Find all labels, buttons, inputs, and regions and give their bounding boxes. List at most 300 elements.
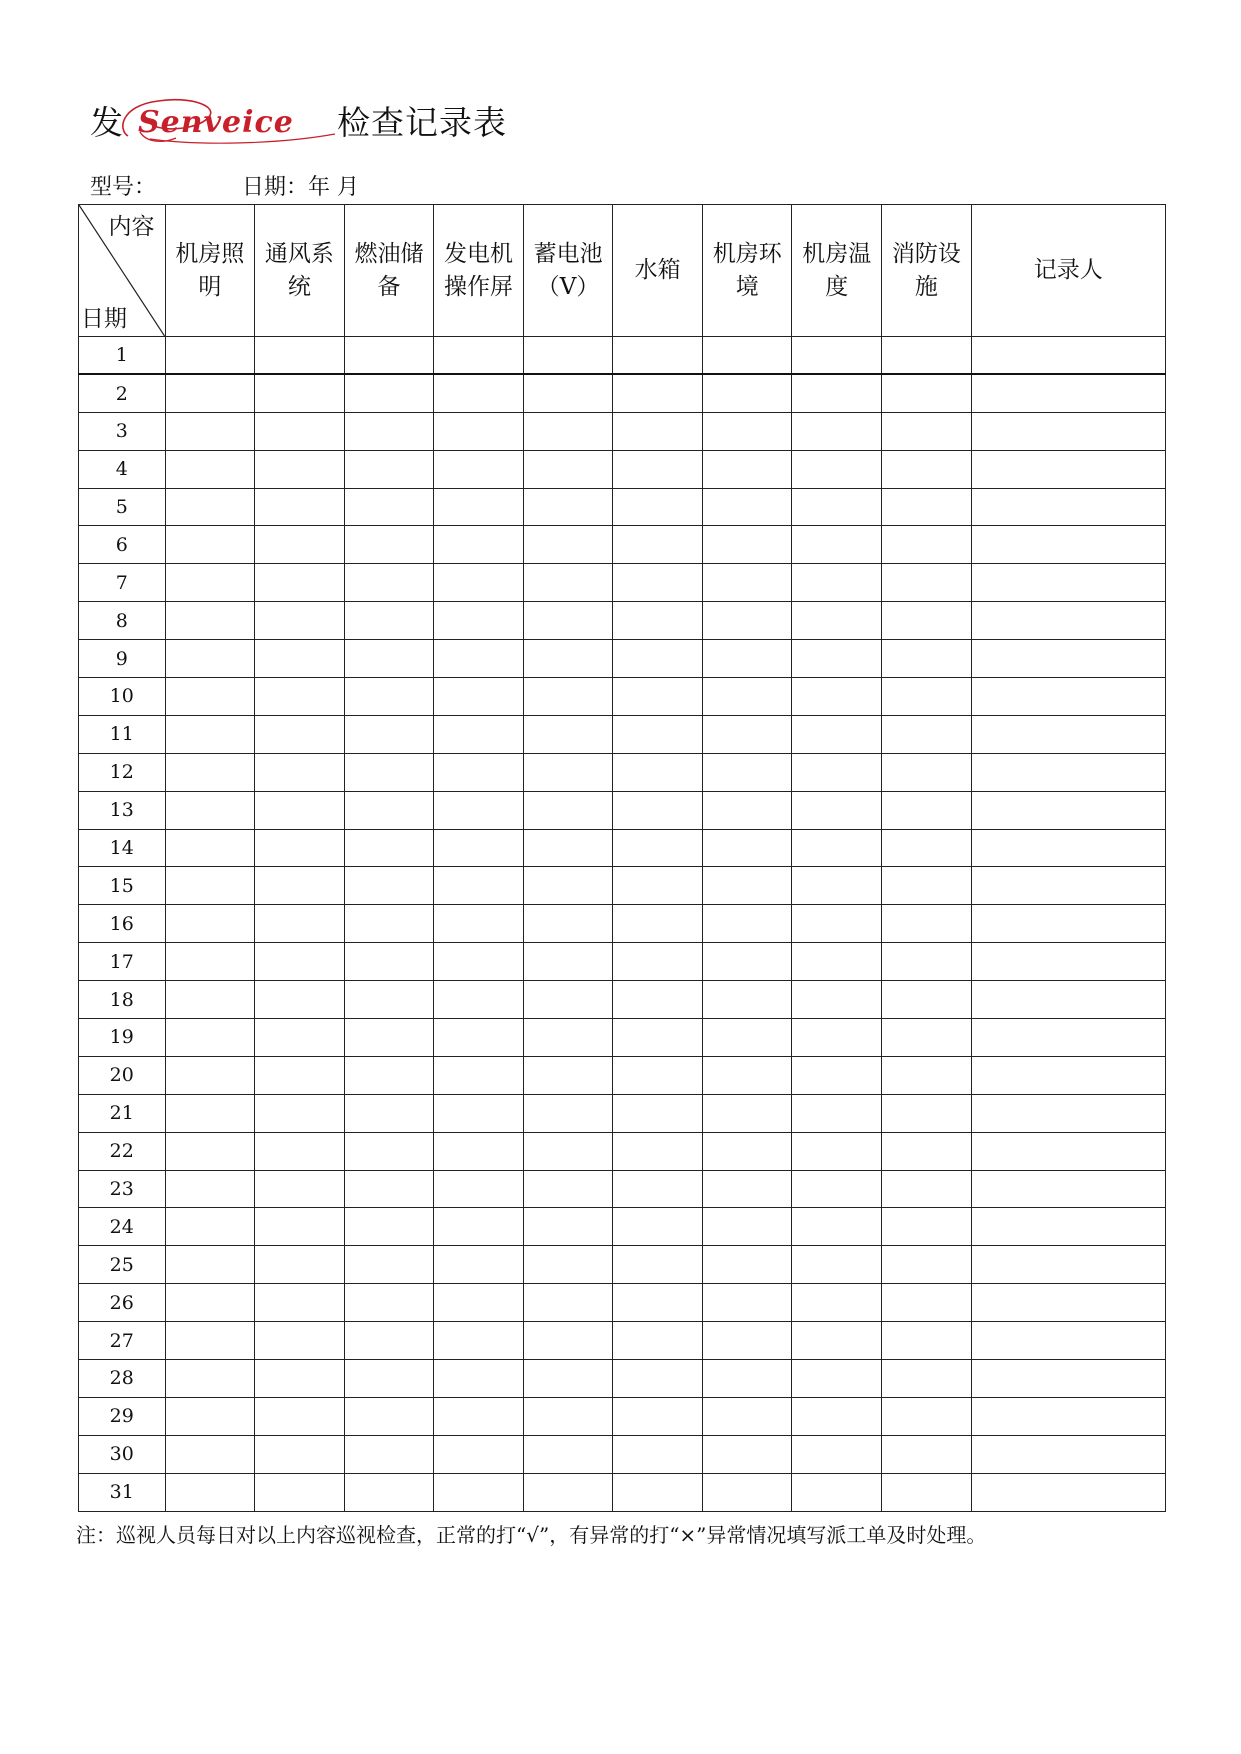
entry-cell[interactable] bbox=[882, 678, 972, 716]
entry-cell[interactable] bbox=[255, 337, 345, 375]
entry-cell[interactable] bbox=[702, 943, 792, 981]
entry-cell[interactable] bbox=[165, 1208, 255, 1246]
entry-cell[interactable] bbox=[792, 1322, 882, 1360]
entry-cell[interactable] bbox=[434, 564, 524, 602]
entry-cell[interactable] bbox=[702, 412, 792, 450]
entry-cell[interactable] bbox=[434, 867, 524, 905]
entry-cell[interactable] bbox=[434, 715, 524, 753]
entry-cell[interactable] bbox=[971, 374, 1165, 412]
entry-cell[interactable] bbox=[702, 1094, 792, 1132]
entry-cell[interactable] bbox=[165, 488, 255, 526]
entry-cell[interactable] bbox=[702, 450, 792, 488]
entry-cell[interactable] bbox=[792, 602, 882, 640]
entry-cell[interactable] bbox=[344, 412, 434, 450]
entry-cell[interactable] bbox=[434, 412, 524, 450]
entry-cell[interactable] bbox=[523, 715, 613, 753]
entry-cell[interactable] bbox=[971, 943, 1165, 981]
entry-cell[interactable] bbox=[434, 602, 524, 640]
entry-cell[interactable] bbox=[523, 1435, 613, 1473]
entry-cell[interactable] bbox=[434, 905, 524, 943]
entry-cell[interactable] bbox=[613, 1056, 703, 1094]
entry-cell[interactable] bbox=[434, 374, 524, 412]
entry-cell[interactable] bbox=[255, 1284, 345, 1322]
entry-cell[interactable] bbox=[882, 374, 972, 412]
entry-cell[interactable] bbox=[613, 943, 703, 981]
entry-cell[interactable] bbox=[882, 1170, 972, 1208]
entry-cell[interactable] bbox=[971, 1246, 1165, 1284]
entry-cell[interactable] bbox=[792, 640, 882, 678]
entry-cell[interactable] bbox=[702, 1284, 792, 1322]
entry-cell[interactable] bbox=[165, 412, 255, 450]
entry-cell[interactable] bbox=[434, 1056, 524, 1094]
entry-cell[interactable] bbox=[971, 1094, 1165, 1132]
entry-cell[interactable] bbox=[523, 412, 613, 450]
entry-cell[interactable] bbox=[792, 829, 882, 867]
entry-cell[interactable] bbox=[792, 867, 882, 905]
entry-cell[interactable] bbox=[702, 715, 792, 753]
entry-cell[interactable] bbox=[344, 564, 434, 602]
entry-cell[interactable] bbox=[792, 1208, 882, 1246]
entry-cell[interactable] bbox=[165, 905, 255, 943]
entry-cell[interactable] bbox=[434, 1019, 524, 1057]
entry-cell[interactable] bbox=[971, 1360, 1165, 1398]
entry-cell[interactable] bbox=[971, 1397, 1165, 1435]
entry-cell[interactable] bbox=[882, 791, 972, 829]
entry-cell[interactable] bbox=[255, 1322, 345, 1360]
entry-cell[interactable] bbox=[255, 1246, 345, 1284]
entry-cell[interactable] bbox=[971, 1019, 1165, 1057]
entry-cell[interactable] bbox=[613, 640, 703, 678]
entry-cell[interactable] bbox=[523, 1019, 613, 1057]
entry-cell[interactable] bbox=[613, 678, 703, 716]
entry-cell[interactable] bbox=[255, 1435, 345, 1473]
entry-cell[interactable] bbox=[792, 526, 882, 564]
entry-cell[interactable] bbox=[523, 337, 613, 375]
entry-cell[interactable] bbox=[702, 829, 792, 867]
entry-cell[interactable] bbox=[702, 753, 792, 791]
entry-cell[interactable] bbox=[344, 1019, 434, 1057]
entry-cell[interactable] bbox=[702, 1322, 792, 1360]
entry-cell[interactable] bbox=[434, 1208, 524, 1246]
entry-cell[interactable] bbox=[702, 1360, 792, 1398]
entry-cell[interactable] bbox=[255, 488, 345, 526]
entry-cell[interactable] bbox=[792, 791, 882, 829]
entry-cell[interactable] bbox=[882, 1019, 972, 1057]
entry-cell[interactable] bbox=[255, 412, 345, 450]
entry-cell[interactable] bbox=[165, 829, 255, 867]
entry-cell[interactable] bbox=[165, 943, 255, 981]
entry-cell[interactable] bbox=[255, 526, 345, 564]
entry-cell[interactable] bbox=[613, 1322, 703, 1360]
entry-cell[interactable] bbox=[613, 753, 703, 791]
entry-cell[interactable] bbox=[344, 943, 434, 981]
entry-cell[interactable] bbox=[165, 374, 255, 412]
entry-cell[interactable] bbox=[344, 1322, 434, 1360]
entry-cell[interactable] bbox=[344, 1056, 434, 1094]
entry-cell[interactable] bbox=[344, 526, 434, 564]
entry-cell[interactable] bbox=[523, 1360, 613, 1398]
entry-cell[interactable] bbox=[613, 1170, 703, 1208]
entry-cell[interactable] bbox=[971, 791, 1165, 829]
entry-cell[interactable] bbox=[613, 905, 703, 943]
entry-cell[interactable] bbox=[882, 1208, 972, 1246]
entry-cell[interactable] bbox=[613, 867, 703, 905]
entry-cell[interactable] bbox=[882, 1246, 972, 1284]
entry-cell[interactable] bbox=[434, 1246, 524, 1284]
entry-cell[interactable] bbox=[344, 678, 434, 716]
entry-cell[interactable] bbox=[434, 791, 524, 829]
entry-cell[interactable] bbox=[613, 564, 703, 602]
entry-cell[interactable] bbox=[882, 1435, 972, 1473]
entry-cell[interactable] bbox=[523, 943, 613, 981]
entry-cell[interactable] bbox=[702, 1208, 792, 1246]
entry-cell[interactable] bbox=[971, 564, 1165, 602]
entry-cell[interactable] bbox=[702, 867, 792, 905]
entry-cell[interactable] bbox=[523, 867, 613, 905]
entry-cell[interactable] bbox=[702, 1170, 792, 1208]
entry-cell[interactable] bbox=[613, 1246, 703, 1284]
entry-cell[interactable] bbox=[434, 1397, 524, 1435]
entry-cell[interactable] bbox=[255, 450, 345, 488]
entry-cell[interactable] bbox=[882, 1322, 972, 1360]
entry-cell[interactable] bbox=[523, 526, 613, 564]
entry-cell[interactable] bbox=[792, 943, 882, 981]
entry-cell[interactable] bbox=[344, 867, 434, 905]
entry-cell[interactable] bbox=[702, 1473, 792, 1511]
entry-cell[interactable] bbox=[792, 1056, 882, 1094]
entry-cell[interactable] bbox=[255, 867, 345, 905]
entry-cell[interactable] bbox=[613, 1360, 703, 1398]
entry-cell[interactable] bbox=[523, 450, 613, 488]
entry-cell[interactable] bbox=[255, 640, 345, 678]
entry-cell[interactable] bbox=[344, 337, 434, 375]
entry-cell[interactable] bbox=[165, 1170, 255, 1208]
entry-cell[interactable] bbox=[792, 337, 882, 375]
entry-cell[interactable] bbox=[792, 1019, 882, 1057]
entry-cell[interactable] bbox=[165, 715, 255, 753]
entry-cell[interactable] bbox=[165, 1019, 255, 1057]
entry-cell[interactable] bbox=[882, 1284, 972, 1322]
entry-cell[interactable] bbox=[613, 526, 703, 564]
entry-cell[interactable] bbox=[971, 905, 1165, 943]
entry-cell[interactable] bbox=[255, 1170, 345, 1208]
entry-cell[interactable] bbox=[702, 678, 792, 716]
entry-cell[interactable] bbox=[971, 1284, 1165, 1322]
entry-cell[interactable] bbox=[255, 905, 345, 943]
entry-cell[interactable] bbox=[434, 337, 524, 375]
entry-cell[interactable] bbox=[255, 1360, 345, 1398]
entry-cell[interactable] bbox=[523, 1094, 613, 1132]
entry-cell[interactable] bbox=[255, 829, 345, 867]
entry-cell[interactable] bbox=[882, 829, 972, 867]
entry-cell[interactable] bbox=[523, 1284, 613, 1322]
entry-cell[interactable] bbox=[882, 450, 972, 488]
entry-cell[interactable] bbox=[255, 981, 345, 1019]
entry-cell[interactable] bbox=[523, 1473, 613, 1511]
entry-cell[interactable] bbox=[792, 488, 882, 526]
entry-cell[interactable] bbox=[882, 905, 972, 943]
entry-cell[interactable] bbox=[165, 450, 255, 488]
entry-cell[interactable] bbox=[165, 1435, 255, 1473]
entry-cell[interactable] bbox=[792, 1132, 882, 1170]
entry-cell[interactable] bbox=[523, 1246, 613, 1284]
entry-cell[interactable] bbox=[971, 753, 1165, 791]
entry-cell[interactable] bbox=[702, 1246, 792, 1284]
entry-cell[interactable] bbox=[523, 374, 613, 412]
entry-cell[interactable] bbox=[613, 1284, 703, 1322]
entry-cell[interactable] bbox=[613, 1132, 703, 1170]
entry-cell[interactable] bbox=[434, 450, 524, 488]
entry-cell[interactable] bbox=[882, 981, 972, 1019]
entry-cell[interactable] bbox=[523, 1132, 613, 1170]
entry-cell[interactable] bbox=[702, 1019, 792, 1057]
entry-cell[interactable] bbox=[971, 337, 1165, 375]
entry-cell[interactable] bbox=[613, 450, 703, 488]
entry-cell[interactable] bbox=[792, 1360, 882, 1398]
entry-cell[interactable] bbox=[255, 791, 345, 829]
entry-cell[interactable] bbox=[882, 1473, 972, 1511]
entry-cell[interactable] bbox=[434, 981, 524, 1019]
entry-cell[interactable] bbox=[165, 981, 255, 1019]
entry-cell[interactable] bbox=[702, 640, 792, 678]
entry-cell[interactable] bbox=[344, 1208, 434, 1246]
entry-cell[interactable] bbox=[792, 905, 882, 943]
entry-cell[interactable] bbox=[702, 1397, 792, 1435]
entry-cell[interactable] bbox=[971, 412, 1165, 450]
entry-cell[interactable] bbox=[882, 526, 972, 564]
entry-cell[interactable] bbox=[792, 1284, 882, 1322]
entry-cell[interactable] bbox=[434, 1170, 524, 1208]
entry-cell[interactable] bbox=[613, 602, 703, 640]
entry-cell[interactable] bbox=[792, 1170, 882, 1208]
entry-cell[interactable] bbox=[702, 791, 792, 829]
entry-cell[interactable] bbox=[523, 488, 613, 526]
entry-cell[interactable] bbox=[971, 1435, 1165, 1473]
entry-cell[interactable] bbox=[255, 374, 345, 412]
entry-cell[interactable] bbox=[971, 1132, 1165, 1170]
entry-cell[interactable] bbox=[971, 715, 1165, 753]
entry-cell[interactable] bbox=[344, 1397, 434, 1435]
entry-cell[interactable] bbox=[165, 526, 255, 564]
entry-cell[interactable] bbox=[882, 640, 972, 678]
entry-cell[interactable] bbox=[344, 905, 434, 943]
entry-cell[interactable] bbox=[523, 1208, 613, 1246]
entry-cell[interactable] bbox=[523, 753, 613, 791]
entry-cell[interactable] bbox=[165, 564, 255, 602]
entry-cell[interactable] bbox=[523, 564, 613, 602]
entry-cell[interactable] bbox=[255, 1208, 345, 1246]
entry-cell[interactable] bbox=[344, 488, 434, 526]
entry-cell[interactable] bbox=[255, 943, 345, 981]
entry-cell[interactable] bbox=[702, 337, 792, 375]
entry-cell[interactable] bbox=[255, 678, 345, 716]
entry-cell[interactable] bbox=[792, 1094, 882, 1132]
entry-cell[interactable] bbox=[255, 1094, 345, 1132]
entry-cell[interactable] bbox=[702, 602, 792, 640]
entry-cell[interactable] bbox=[344, 374, 434, 412]
entry-cell[interactable] bbox=[882, 1360, 972, 1398]
entry-cell[interactable] bbox=[523, 1170, 613, 1208]
entry-cell[interactable] bbox=[702, 981, 792, 1019]
entry-cell[interactable] bbox=[702, 905, 792, 943]
entry-cell[interactable] bbox=[702, 526, 792, 564]
entry-cell[interactable] bbox=[523, 678, 613, 716]
entry-cell[interactable] bbox=[613, 1208, 703, 1246]
entry-cell[interactable] bbox=[702, 1132, 792, 1170]
entry-cell[interactable] bbox=[971, 829, 1165, 867]
entry-cell[interactable] bbox=[434, 753, 524, 791]
entry-cell[interactable] bbox=[344, 1284, 434, 1322]
entry-cell[interactable] bbox=[523, 602, 613, 640]
entry-cell[interactable] bbox=[344, 640, 434, 678]
entry-cell[interactable] bbox=[255, 1019, 345, 1057]
entry-cell[interactable] bbox=[344, 981, 434, 1019]
entry-cell[interactable] bbox=[255, 1397, 345, 1435]
entry-cell[interactable] bbox=[613, 337, 703, 375]
entry-cell[interactable] bbox=[523, 1322, 613, 1360]
entry-cell[interactable] bbox=[882, 943, 972, 981]
entry-cell[interactable] bbox=[523, 1397, 613, 1435]
entry-cell[interactable] bbox=[165, 1322, 255, 1360]
entry-cell[interactable] bbox=[792, 450, 882, 488]
entry-cell[interactable] bbox=[434, 1284, 524, 1322]
entry-cell[interactable] bbox=[434, 678, 524, 716]
entry-cell[interactable] bbox=[882, 753, 972, 791]
entry-cell[interactable] bbox=[882, 337, 972, 375]
entry-cell[interactable] bbox=[792, 1435, 882, 1473]
entry-cell[interactable] bbox=[165, 1284, 255, 1322]
entry-cell[interactable] bbox=[344, 1132, 434, 1170]
entry-cell[interactable] bbox=[882, 602, 972, 640]
entry-cell[interactable] bbox=[971, 488, 1165, 526]
entry-cell[interactable] bbox=[434, 526, 524, 564]
entry-cell[interactable] bbox=[792, 1397, 882, 1435]
entry-cell[interactable] bbox=[792, 1246, 882, 1284]
entry-cell[interactable] bbox=[971, 1208, 1165, 1246]
entry-cell[interactable] bbox=[613, 1397, 703, 1435]
entry-cell[interactable] bbox=[434, 1435, 524, 1473]
entry-cell[interactable] bbox=[165, 678, 255, 716]
entry-cell[interactable] bbox=[344, 450, 434, 488]
entry-cell[interactable] bbox=[434, 488, 524, 526]
entry-cell[interactable] bbox=[523, 640, 613, 678]
entry-cell[interactable] bbox=[792, 753, 882, 791]
entry-cell[interactable] bbox=[882, 1397, 972, 1435]
entry-cell[interactable] bbox=[613, 829, 703, 867]
entry-cell[interactable] bbox=[882, 1094, 972, 1132]
entry-cell[interactable] bbox=[165, 1360, 255, 1398]
entry-cell[interactable] bbox=[255, 715, 345, 753]
entry-cell[interactable] bbox=[613, 791, 703, 829]
entry-cell[interactable] bbox=[971, 602, 1165, 640]
entry-cell[interactable] bbox=[971, 450, 1165, 488]
entry-cell[interactable] bbox=[613, 981, 703, 1019]
entry-cell[interactable] bbox=[613, 1435, 703, 1473]
entry-cell[interactable] bbox=[255, 1132, 345, 1170]
entry-cell[interactable] bbox=[255, 753, 345, 791]
entry-cell[interactable] bbox=[792, 981, 882, 1019]
entry-cell[interactable] bbox=[792, 715, 882, 753]
entry-cell[interactable] bbox=[971, 1473, 1165, 1511]
entry-cell[interactable] bbox=[434, 1473, 524, 1511]
entry-cell[interactable] bbox=[165, 337, 255, 375]
entry-cell[interactable] bbox=[613, 1019, 703, 1057]
entry-cell[interactable] bbox=[165, 640, 255, 678]
entry-cell[interactable] bbox=[971, 640, 1165, 678]
entry-cell[interactable] bbox=[434, 829, 524, 867]
entry-cell[interactable] bbox=[434, 1132, 524, 1170]
entry-cell[interactable] bbox=[165, 753, 255, 791]
entry-cell[interactable] bbox=[165, 1246, 255, 1284]
entry-cell[interactable] bbox=[523, 1056, 613, 1094]
entry-cell[interactable] bbox=[165, 1056, 255, 1094]
entry-cell[interactable] bbox=[165, 1132, 255, 1170]
entry-cell[interactable] bbox=[344, 753, 434, 791]
entry-cell[interactable] bbox=[165, 1473, 255, 1511]
entry-cell[interactable] bbox=[882, 867, 972, 905]
entry-cell[interactable] bbox=[971, 981, 1165, 1019]
entry-cell[interactable] bbox=[344, 1246, 434, 1284]
entry-cell[interactable] bbox=[613, 412, 703, 450]
entry-cell[interactable] bbox=[882, 564, 972, 602]
entry-cell[interactable] bbox=[255, 602, 345, 640]
entry-cell[interactable] bbox=[255, 1473, 345, 1511]
entry-cell[interactable] bbox=[255, 564, 345, 602]
entry-cell[interactable] bbox=[344, 1094, 434, 1132]
entry-cell[interactable] bbox=[523, 905, 613, 943]
entry-cell[interactable] bbox=[882, 715, 972, 753]
entry-cell[interactable] bbox=[523, 981, 613, 1019]
entry-cell[interactable] bbox=[165, 602, 255, 640]
entry-cell[interactable] bbox=[434, 640, 524, 678]
entry-cell[interactable] bbox=[255, 1056, 345, 1094]
entry-cell[interactable] bbox=[882, 488, 972, 526]
entry-cell[interactable] bbox=[344, 1170, 434, 1208]
entry-cell[interactable] bbox=[882, 1056, 972, 1094]
entry-cell[interactable] bbox=[971, 867, 1165, 905]
entry-cell[interactable] bbox=[971, 1056, 1165, 1094]
entry-cell[interactable] bbox=[882, 412, 972, 450]
entry-cell[interactable] bbox=[344, 602, 434, 640]
entry-cell[interactable] bbox=[613, 488, 703, 526]
entry-cell[interactable] bbox=[344, 1473, 434, 1511]
entry-cell[interactable] bbox=[523, 829, 613, 867]
entry-cell[interactable] bbox=[792, 412, 882, 450]
entry-cell[interactable] bbox=[792, 374, 882, 412]
entry-cell[interactable] bbox=[613, 1473, 703, 1511]
entry-cell[interactable] bbox=[434, 1360, 524, 1398]
entry-cell[interactable] bbox=[613, 715, 703, 753]
entry-cell[interactable] bbox=[971, 526, 1165, 564]
entry-cell[interactable] bbox=[971, 1322, 1165, 1360]
entry-cell[interactable] bbox=[792, 1473, 882, 1511]
entry-cell[interactable] bbox=[702, 564, 792, 602]
entry-cell[interactable] bbox=[882, 1132, 972, 1170]
entry-cell[interactable] bbox=[702, 1056, 792, 1094]
entry-cell[interactable] bbox=[434, 1094, 524, 1132]
entry-cell[interactable] bbox=[792, 678, 882, 716]
entry-cell[interactable] bbox=[523, 791, 613, 829]
entry-cell[interactable] bbox=[165, 1094, 255, 1132]
entry-cell[interactable] bbox=[344, 1435, 434, 1473]
entry-cell[interactable] bbox=[344, 791, 434, 829]
entry-cell[interactable] bbox=[434, 943, 524, 981]
entry-cell[interactable] bbox=[165, 1397, 255, 1435]
entry-cell[interactable] bbox=[165, 791, 255, 829]
entry-cell[interactable] bbox=[971, 678, 1165, 716]
entry-cell[interactable] bbox=[344, 829, 434, 867]
entry-cell[interactable] bbox=[792, 564, 882, 602]
